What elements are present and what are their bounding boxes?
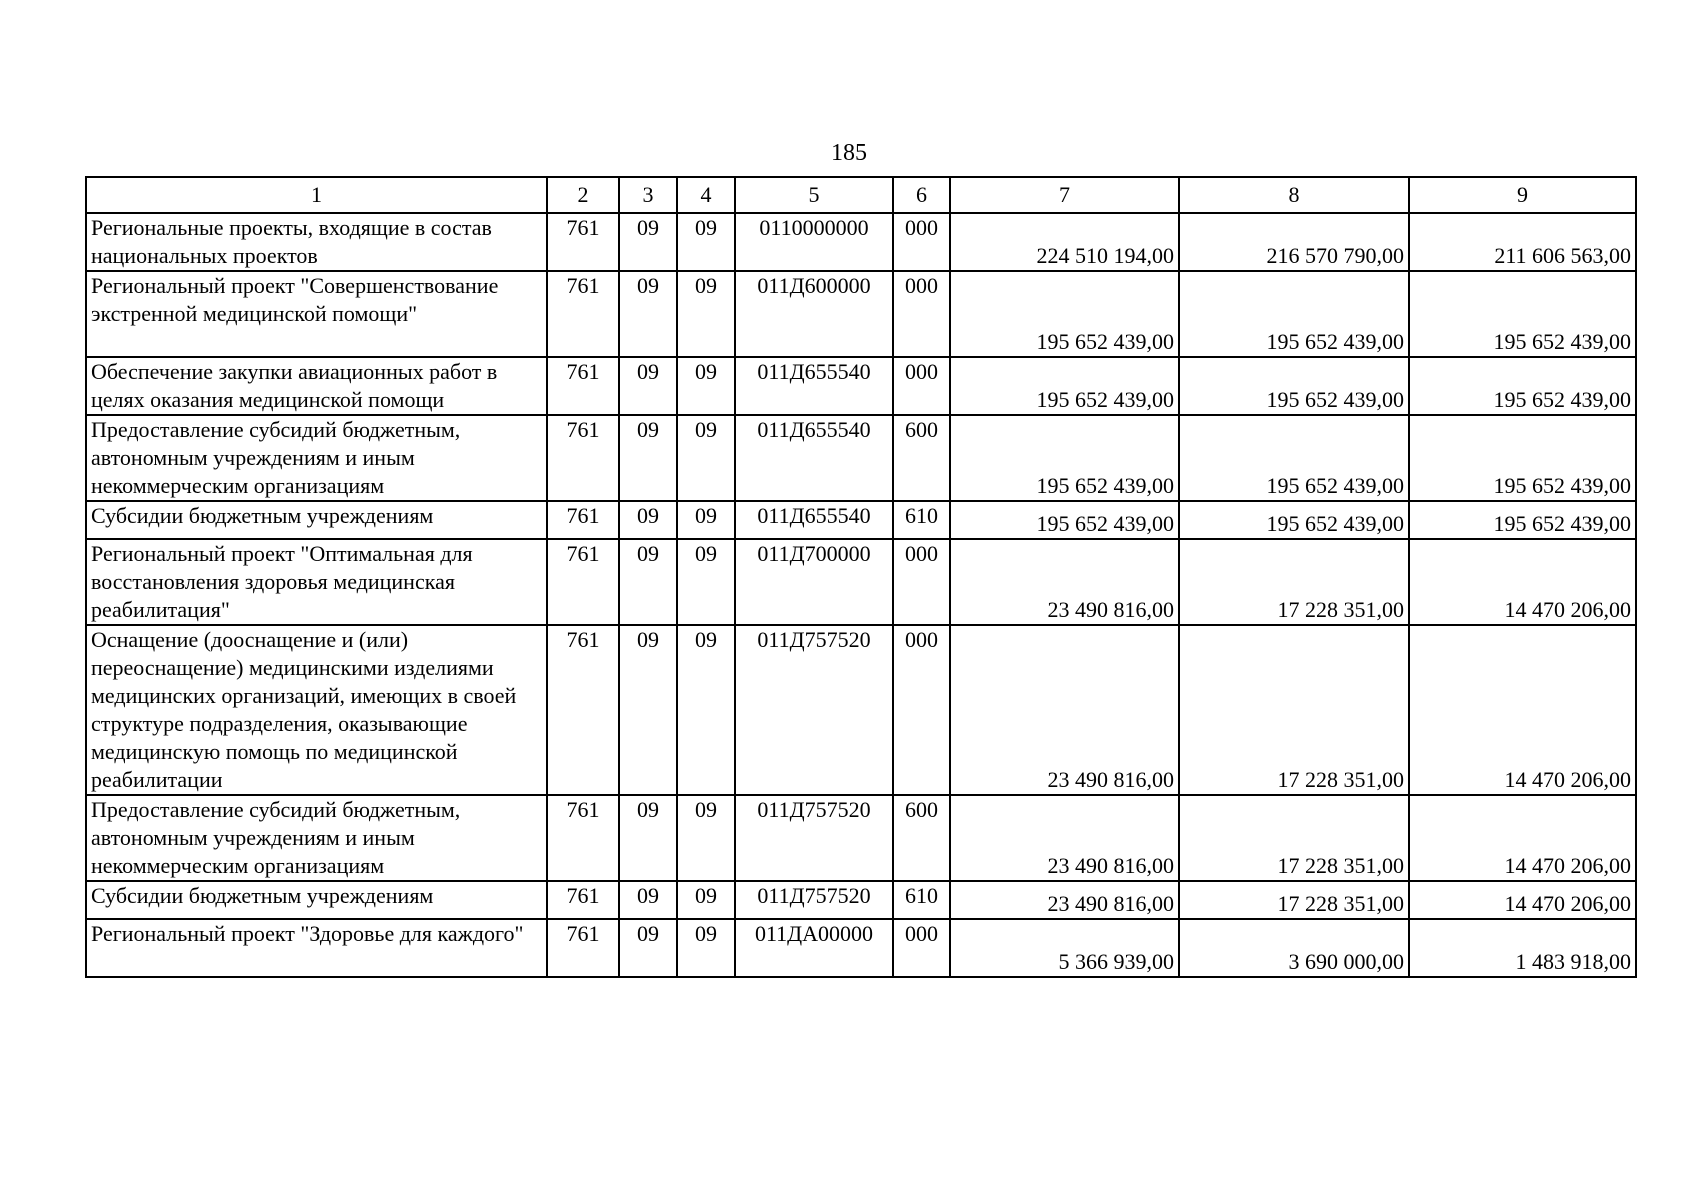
row-name-cell: Субсидии бюджетным учреждениям [86,881,547,919]
amount-cell: 1 483 918,00 [1409,919,1636,977]
code-cell: 761 [547,881,619,919]
code-cell: 09 [677,415,735,501]
header-cell: 6 [893,177,950,213]
code-cell: 011Д655540 [735,501,893,539]
table-row [86,271,1636,357]
code-cell: 09 [677,271,735,357]
table-row [86,625,1636,795]
code-cell: 09 [619,881,677,919]
code-cell: 761 [547,795,619,881]
amount-cell: 17 228 351,00 [1179,625,1409,795]
amount-cell: 195 652 439,00 [1179,415,1409,501]
table-row [86,795,1636,881]
amount-cell: 3 690 000,00 [1179,919,1409,977]
code-cell: 011ДА00000 [735,919,893,977]
code-cell: 09 [619,357,677,415]
code-cell: 000 [893,271,950,357]
code-cell: 761 [547,919,619,977]
header-cell: 3 [619,177,677,213]
code-cell: 09 [677,625,735,795]
table-row [86,501,1636,539]
code-cell: 761 [547,271,619,357]
amount-cell: 14 470 206,00 [1409,539,1636,625]
code-cell: 011Д655540 [735,415,893,501]
header-cell: 9 [1409,177,1636,213]
code-cell: 000 [893,213,950,271]
code-cell: 09 [677,919,735,977]
budget-table [85,176,1637,978]
code-cell: 011Д757520 [735,881,893,919]
amount-cell: 195 652 439,00 [1179,501,1409,539]
row-name-cell: Обеспечение закупки авиационных работ в целях оказания медицинской помощи [86,357,547,415]
code-cell: 011Д757520 [735,795,893,881]
header-row [86,177,1636,213]
amount-cell: 5 366 939,00 [950,919,1179,977]
table-row [86,919,1636,977]
amount-cell: 14 470 206,00 [1409,881,1636,919]
code-cell: 09 [619,539,677,625]
header-cell: 4 [677,177,735,213]
amount-cell: 195 652 439,00 [950,501,1179,539]
code-cell: 0110000000 [735,213,893,271]
code-cell: 011Д655540 [735,357,893,415]
row-name-cell: Региональный проект "Здоровье для каждого" [86,919,547,977]
code-cell: 761 [547,501,619,539]
code-cell: 000 [893,625,950,795]
row-name-cell: Оснащение (дооснащение и (или) переоснащение) медицинскими изделиями медицинских организаций, имеющих в своей структуре подразделения, оказывающие медицинскую помощь по медицинской реабилитации [86,625,547,795]
code-cell: 09 [677,357,735,415]
header-cell: 5 [735,177,893,213]
table-row [86,213,1636,271]
amount-cell: 23 490 816,00 [950,625,1179,795]
code-cell: 600 [893,795,950,881]
amount-cell: 23 490 816,00 [950,881,1179,919]
code-cell: 761 [547,539,619,625]
row-name-cell: Предоставление субсидий бюджетным, автономным учреждениям и иным некоммерческим организациям [86,415,547,501]
code-cell: 09 [677,501,735,539]
amount-cell: 195 652 439,00 [1179,357,1409,415]
code-cell: 000 [893,539,950,625]
row-name-cell: Региональные проекты, входящие в состав национальных проектов [86,213,547,271]
amount-cell: 23 490 816,00 [950,795,1179,881]
code-cell: 09 [677,213,735,271]
amount-cell: 17 228 351,00 [1179,795,1409,881]
code-cell: 09 [619,271,677,357]
code-cell: 09 [619,213,677,271]
amount-cell: 211 606 563,00 [1409,213,1636,271]
table-row [86,415,1636,501]
amount-cell: 195 652 439,00 [1409,357,1636,415]
code-cell: 000 [893,357,950,415]
row-name-cell: Региональный проект "Совершенствование экстренной медицинской помощи" [86,271,547,357]
header-cell: 8 [1179,177,1409,213]
code-cell: 761 [547,357,619,415]
amount-cell: 195 652 439,00 [1409,271,1636,357]
code-cell: 761 [547,415,619,501]
amount-cell: 195 652 439,00 [1179,271,1409,357]
row-name-cell: Региональный проект "Оптимальная для восстановления здоровья медицинская реабилитация" [86,539,547,625]
table-row [86,357,1636,415]
amount-cell: 14 470 206,00 [1409,795,1636,881]
code-cell: 600 [893,415,950,501]
amount-cell: 195 652 439,00 [1409,501,1636,539]
header-cell: 7 [950,177,1179,213]
row-name-cell: Субсидии бюджетным учреждениям [86,501,547,539]
code-cell: 011Д700000 [735,539,893,625]
code-cell: 09 [619,625,677,795]
code-cell: 000 [893,919,950,977]
amount-cell: 14 470 206,00 [1409,625,1636,795]
header-cell: 2 [547,177,619,213]
code-cell: 011Д600000 [735,271,893,357]
code-cell: 761 [547,625,619,795]
code-cell: 09 [619,795,677,881]
code-cell: 610 [893,501,950,539]
amount-cell: 224 510 194,00 [950,213,1179,271]
amount-cell: 195 652 439,00 [1409,415,1636,501]
code-cell: 09 [677,539,735,625]
code-cell: 09 [619,501,677,539]
amount-cell: 195 652 439,00 [950,357,1179,415]
page-number: 185 [831,140,867,166]
code-cell: 09 [677,795,735,881]
code-cell: 09 [619,415,677,501]
table-row [86,881,1636,919]
amount-cell: 17 228 351,00 [1179,881,1409,919]
code-cell: 610 [893,881,950,919]
table-row [86,539,1636,625]
amount-cell: 23 490 816,00 [950,539,1179,625]
code-cell: 011Д757520 [735,625,893,795]
amount-cell: 17 228 351,00 [1179,539,1409,625]
amount-cell: 195 652 439,00 [950,415,1179,501]
code-cell: 09 [677,881,735,919]
amount-cell: 216 570 790,00 [1179,213,1409,271]
code-cell: 09 [619,919,677,977]
amount-cell: 195 652 439,00 [950,271,1179,357]
header-cell: 1 [86,177,547,213]
row-name-cell: Предоставление субсидий бюджетным, автономным учреждениям и иным некоммерческим организациям [86,795,547,881]
code-cell: 761 [547,213,619,271]
